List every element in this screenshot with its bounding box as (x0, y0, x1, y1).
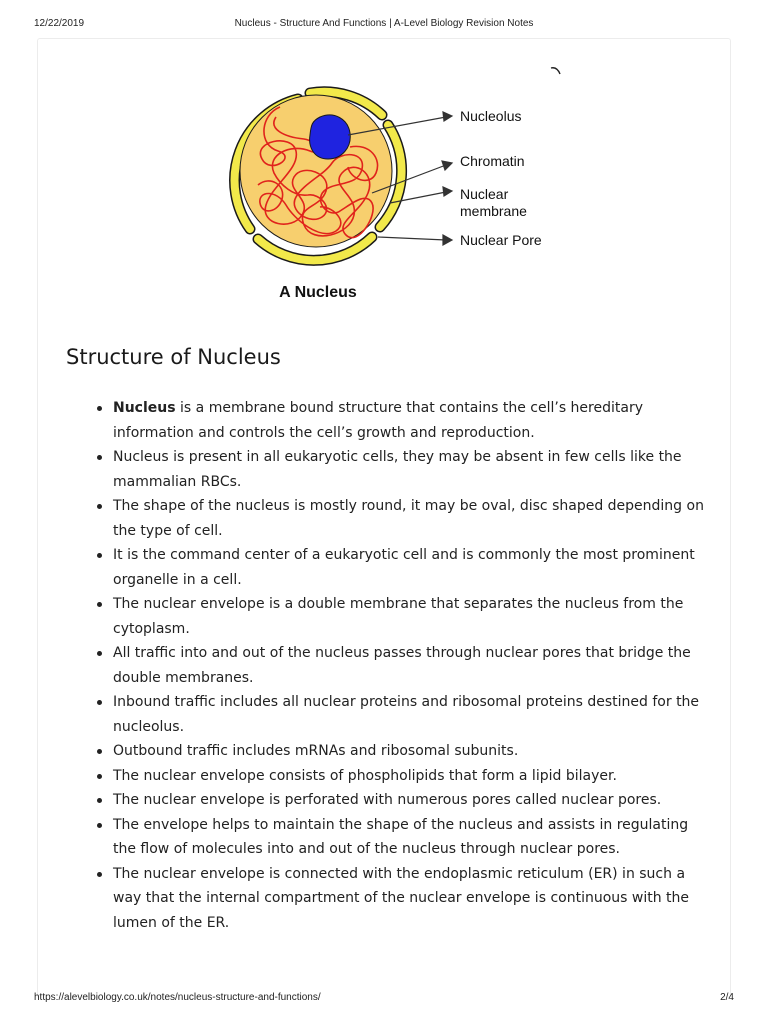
bullet-dot (97, 553, 102, 558)
bullet-dot (97, 823, 102, 828)
bullet-item (95, 764, 715, 789)
stray-tick-mark (550, 66, 562, 76)
print-date: 12/22/2019 (34, 18, 85, 29)
bullet-dot (97, 749, 102, 754)
arrowhead-nuclear-membrane (443, 187, 452, 196)
bullet-text: The nuclear envelope is perforated with numerous pores called nuclear pores. (113, 792, 662, 808)
print-url: https://alevelbiology.co.uk/notes/nucleus-structure-and-functions/ (34, 992, 321, 1003)
bullet-text: The nuclear envelope is a double membrane that separates the nucleus from the cytoplasm. (113, 596, 684, 637)
bullet-dot (97, 455, 102, 460)
bullet-text: The shape of the nucleus is mostly round, it may be oval, disc shaped depending on the type of cell. (113, 498, 704, 539)
bullet-item (95, 445, 715, 494)
arrowhead-nuclear-pore (443, 235, 452, 245)
nucleus-diagram-svg (200, 55, 570, 305)
print-page-title: Nucleus - Structure And Functions | A-Level Biology Revision Notes (234, 18, 534, 29)
label-nuclear-membrane-line1: Nuclear (460, 186, 509, 202)
bullet-item (95, 641, 715, 690)
bullet-text: Outbound traffic includes mRNAs and ribosomal subunits. (113, 743, 519, 759)
bullet-text: All traffic into and out of the nucleus passes through nuclear pores that bridge the double membranes. (113, 645, 691, 686)
bullet-item (95, 396, 715, 445)
arrowhead-nucleolus (443, 112, 452, 121)
label-nuclear-membrane-line2: membrane (460, 203, 527, 219)
nucleolus (310, 115, 351, 159)
bullet-item (95, 543, 715, 592)
print-footer (0, 992, 768, 1006)
bullet-dot (97, 774, 102, 779)
bullet-item (95, 739, 715, 764)
label-chromatin: Chromatin (460, 153, 525, 169)
bullet-text: It is the command center of a eukaryotic cell and is commonly the most prominent organelle in a cell. (113, 547, 695, 588)
bullet-text: Inbound traffic includes all nuclear proteins and ribosomal proteins destined for the nucleolus. (113, 694, 700, 735)
bullet-dot (97, 651, 102, 656)
bullet-text: The nuclear envelope is connected with the endoplasmic reticulum (ER) in such a way that the internal compartment of the nuclear envelope is continuous with the lumen of the ER. (113, 865, 690, 931)
bullet-text: is a membrane bound structure that contains the cell’s hereditary information and controls the cell’s growth and reproduction. (113, 400, 643, 441)
print-page-number: 2/4 (720, 992, 734, 1003)
bullet-dot (97, 872, 102, 877)
bullet-text: Nucleus is present in all eukaryotic cells, they may be absent in few cells like the mammalian RBCs. (113, 449, 682, 490)
nucleus-diagram (200, 55, 570, 305)
bullet-dot (97, 504, 102, 509)
label-nucleolus: Nucleolus (460, 108, 522, 124)
bullet-text: The envelope helps to maintain the shape of the nucleus and assists in regulating the flow of molecules into and out of the nucleus through nuclear pores. (113, 816, 689, 857)
bullet-list (95, 396, 715, 935)
figure-caption: A Nucleus (279, 284, 357, 301)
bullet-item (95, 690, 715, 739)
bullet-item (95, 862, 715, 936)
bullet-dot (97, 602, 102, 607)
bullet-item (95, 788, 715, 813)
print-header (0, 18, 768, 32)
bullet-text: The nuclear envelope consists of phospholipids that form a lipid bilayer. (113, 767, 617, 784)
arrowhead-chromatin (442, 161, 452, 170)
bullet-dot (97, 406, 102, 411)
label-nuclear-pore: Nuclear Pore (460, 232, 542, 248)
arrow-nuclear-pore (378, 237, 446, 240)
section-heading: Structure of Nucleus (66, 345, 281, 369)
bullet-item (95, 494, 715, 543)
bullet-item (95, 813, 715, 862)
bullet-dot (97, 798, 102, 803)
nucleoplasm (240, 95, 392, 247)
bullet-item (95, 592, 715, 641)
bullet-bold-term: Nucleus (113, 400, 176, 416)
bullet-dot (97, 700, 102, 705)
